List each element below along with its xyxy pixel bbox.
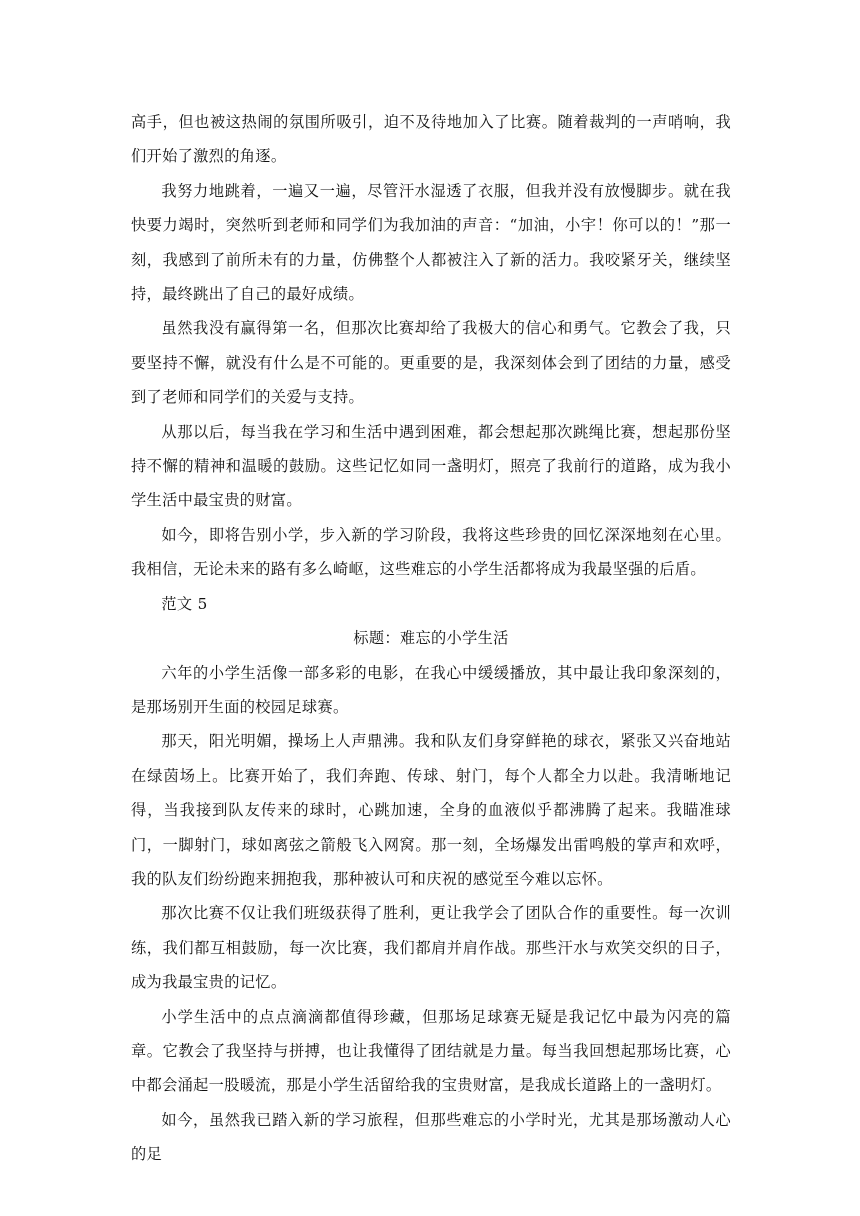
paragraph: 那天，阳光明媚，操场上人声鼎沸。我和队友们身穿鲜艳的球衣，紧张又兴奋地站在绿茵场上。比赛开始了，我们奔跑、传球、射门，每个人都全力以赴。我清晰地记得，当我接到队友传来的球时，心跳加速，全身的血液似乎都沸腾了起来。我瞄准球门，一脚射门，球如离弦之箭般飞入网窝。那一刻，全场爆发出雷鸣般的掌声和欢呼，我的队友们纷纷跑来拥抱我，那种被认可和庆祝的感觉至今难以忘怀。 (131, 732, 731, 888)
paragraph: 那次比赛不仅让我们班级获得了胜利，更让我学会了团队合作的重要性。每一次训练，我们都互相鼓励，每一次比赛，我们都肩并肩作战。那些汗水与欢笑交织的日子，成为我最宝贵的记忆。 (131, 904, 731, 992)
essay-title: 标题：难忘的小学生活 (353, 629, 509, 648)
paragraph: 我努力地跳着，一遍又一遍，尽管汗水湿透了衣服，但我并没有放慢脚步。就在我快要力竭时，突然听到老师和同学们为我加油的声音：“加油，小宇！你可以的！”那一刻，我感到了前所未有的力量，仿佛整个人都被注入了新的活力。我咬紧牙关，继续坚持，最终跳出了自己的最好成绩。 (131, 181, 731, 304)
section-label: 范文 5 (161, 594, 208, 613)
paragraph: 虽然我没有赢得第一名，但那次比赛却给了我极大的信心和勇气。它教会了我，只要坚持不懈，就没有什么是不可能的。更重要的是，我深刻体会到了团结的力量，感受到了老师和同学们的关爱与支持。 (131, 319, 731, 407)
paragraph: 从那以后，每当我在学习和生活中遇到困难，都会想起那次跳绳比赛，想起那份坚持不懈的精神和温暖的鼓励。这些记忆如同一盏明灯，照亮了我前行的道路，成为我小学生活中最宝贵的财富。 (131, 422, 731, 510)
document-body (131, 105, 731, 1172)
paragraph: 小学生活中的点点滴滴都值得珍藏，但那场足球赛无疑是我记忆中最为闪亮的篇章。它教会了我坚持与拼搏，也让我懂得了团结就是力量。每当我回想起那场比赛，心中都会涌起一股暖流，那是小学生活留给我的宝贵财富，是我成长道路上的一盏明灯。 (131, 1007, 731, 1095)
paragraph: 六年的小学生活像一部多彩的电影，在我心中缓缓播放，其中最让我印象深刻的，是那场别开生面的校园足球赛。 (131, 663, 731, 716)
paragraph: 如今，虽然我已踏入新的学习旅程，但那些难忘的小学时光，尤其是那场激动人心的足 (131, 1110, 731, 1164)
paragraph: 如今，即将告别小学，步入新的学习阶段，我将这些珍贵的回忆深深地刻在心里。我相信，无论未来的路有多么崎岖，这些难忘的小学生活都将成为我最坚强的后盾。 (131, 525, 731, 579)
paragraph-continued: 高手，但也被这热闹的氛围所吸引，迫不及待地加入了比赛。随着裁判的一声哨响，我们开始了激烈的角逐。 (131, 113, 731, 166)
